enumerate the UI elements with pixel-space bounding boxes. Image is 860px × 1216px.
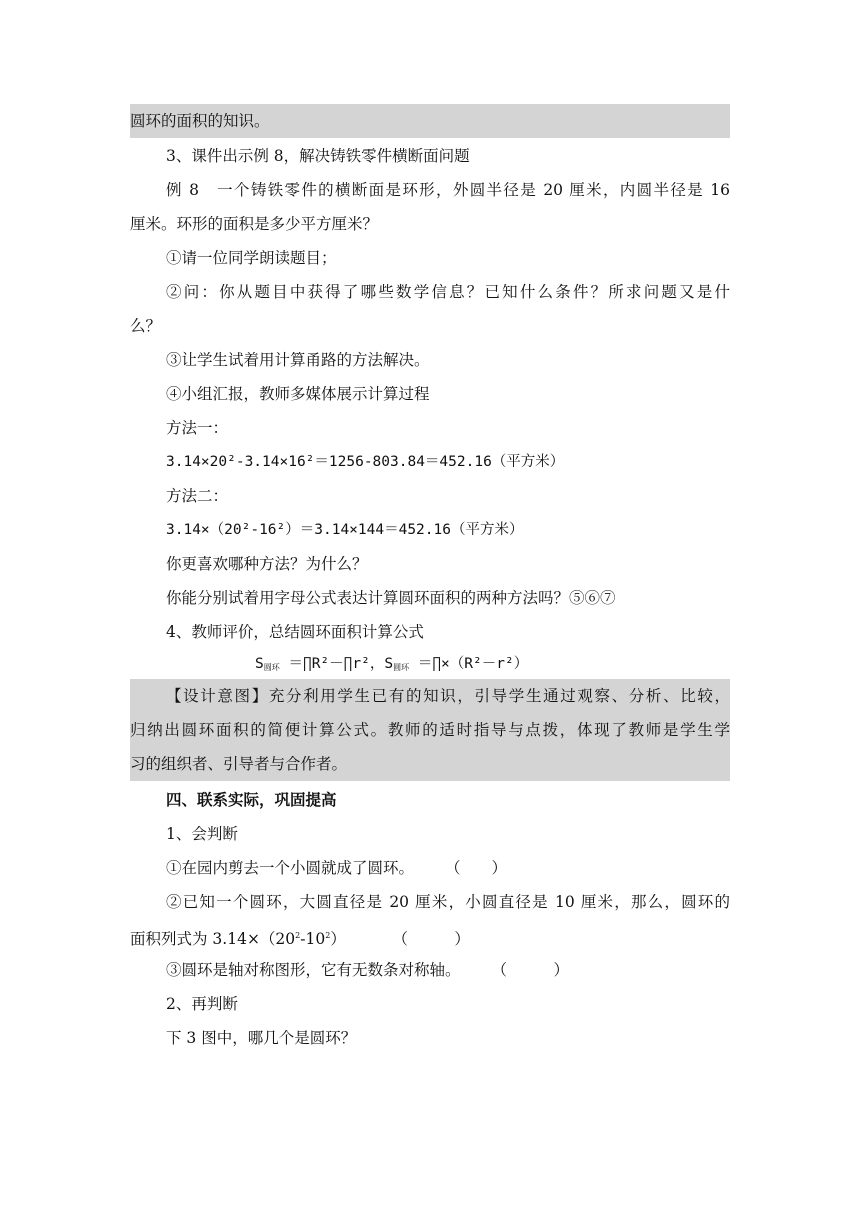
text-line: 你能分别试着用字母公式表达计算圆环面积的两种方法吗？⑤⑥⑦ <box>166 589 616 607</box>
ring-area-formula: $S_{圆环}$ ＝∏R²－∏r²，$S_{圆环}$ ＝∏×（R²－r²） <box>255 656 529 672</box>
text-line: 么？ <box>130 317 162 335</box>
text-line: ③让学生试着用计算甬路的方法解决。 <box>166 351 430 369</box>
text-line: 你更喜欢哪种方法？为什么？ <box>166 555 368 573</box>
example-line: 例 8 一个铸铁零件的横断面是环形，外圆半径是 20 厘米，内圆半径是 16 <box>166 181 730 199</box>
judgment-item: ②已知一个圆环，大圆直径是 20 厘米，小圆直径是 10 厘米，那么，圆环的 <box>166 893 730 911</box>
judgment-item: ①在园内剪去一个小圆就成了圆环。 （ ） <box>166 859 508 877</box>
judgment-item: ③圆环是轴对称图形，它有无数条对称轴。 （ ） <box>166 961 570 979</box>
text-line: 4、教师评价，总结圆环面积计算公式 <box>166 623 424 641</box>
text-line: 下 3 图中，哪几个是圆环？ <box>166 1029 357 1047</box>
area-expression: 面积列式为 $3.14\times(20^2-10^2)$ （ ） <box>130 930 470 948</box>
design-intent-line: 归纳出圆环面积的简便计算公式。教师的适时指导与点拨，体现了教师是学生学 <box>130 713 730 747</box>
method-label: 方法一： <box>166 419 229 437</box>
section-heading: 四、联系实际，巩固提高 <box>166 790 337 809</box>
method-label: 方法二： <box>166 487 229 505</box>
text-line: 1、会判断 <box>166 825 238 843</box>
text-line: ④小组汇报，教师多媒体展示计算过程 <box>166 385 430 403</box>
text-line: 3、课件出示例 8，解决铸铁零件横断面问题 <box>166 147 470 165</box>
calculation-line: 3.14×（20²-16²）＝3.14×144＝452.16（平方米） <box>166 522 524 538</box>
text-line: 2、再判断 <box>166 995 238 1013</box>
text-line: 厘米。环形的面积是多少平方厘米？ <box>130 215 379 233</box>
calculation-line: 3.14×20²-3.14×16²＝1256-803.84＝452.16（平方米） <box>166 454 565 470</box>
design-intent-line: 【设计意图】充分利用学生已有的知识，引导学生通过观察、分析、比较， <box>130 679 730 713</box>
text-line: ②问：你从题目中获得了哪些数学信息？已知什么条件？所求问题又是什 <box>166 283 730 301</box>
text-line: 圆环的面积的知识。 <box>130 104 730 138</box>
text-line: ①请一位同学朗读题目； <box>166 249 337 267</box>
design-intent-line: 习的组织者、引导者与合作者。 <box>130 747 730 781</box>
